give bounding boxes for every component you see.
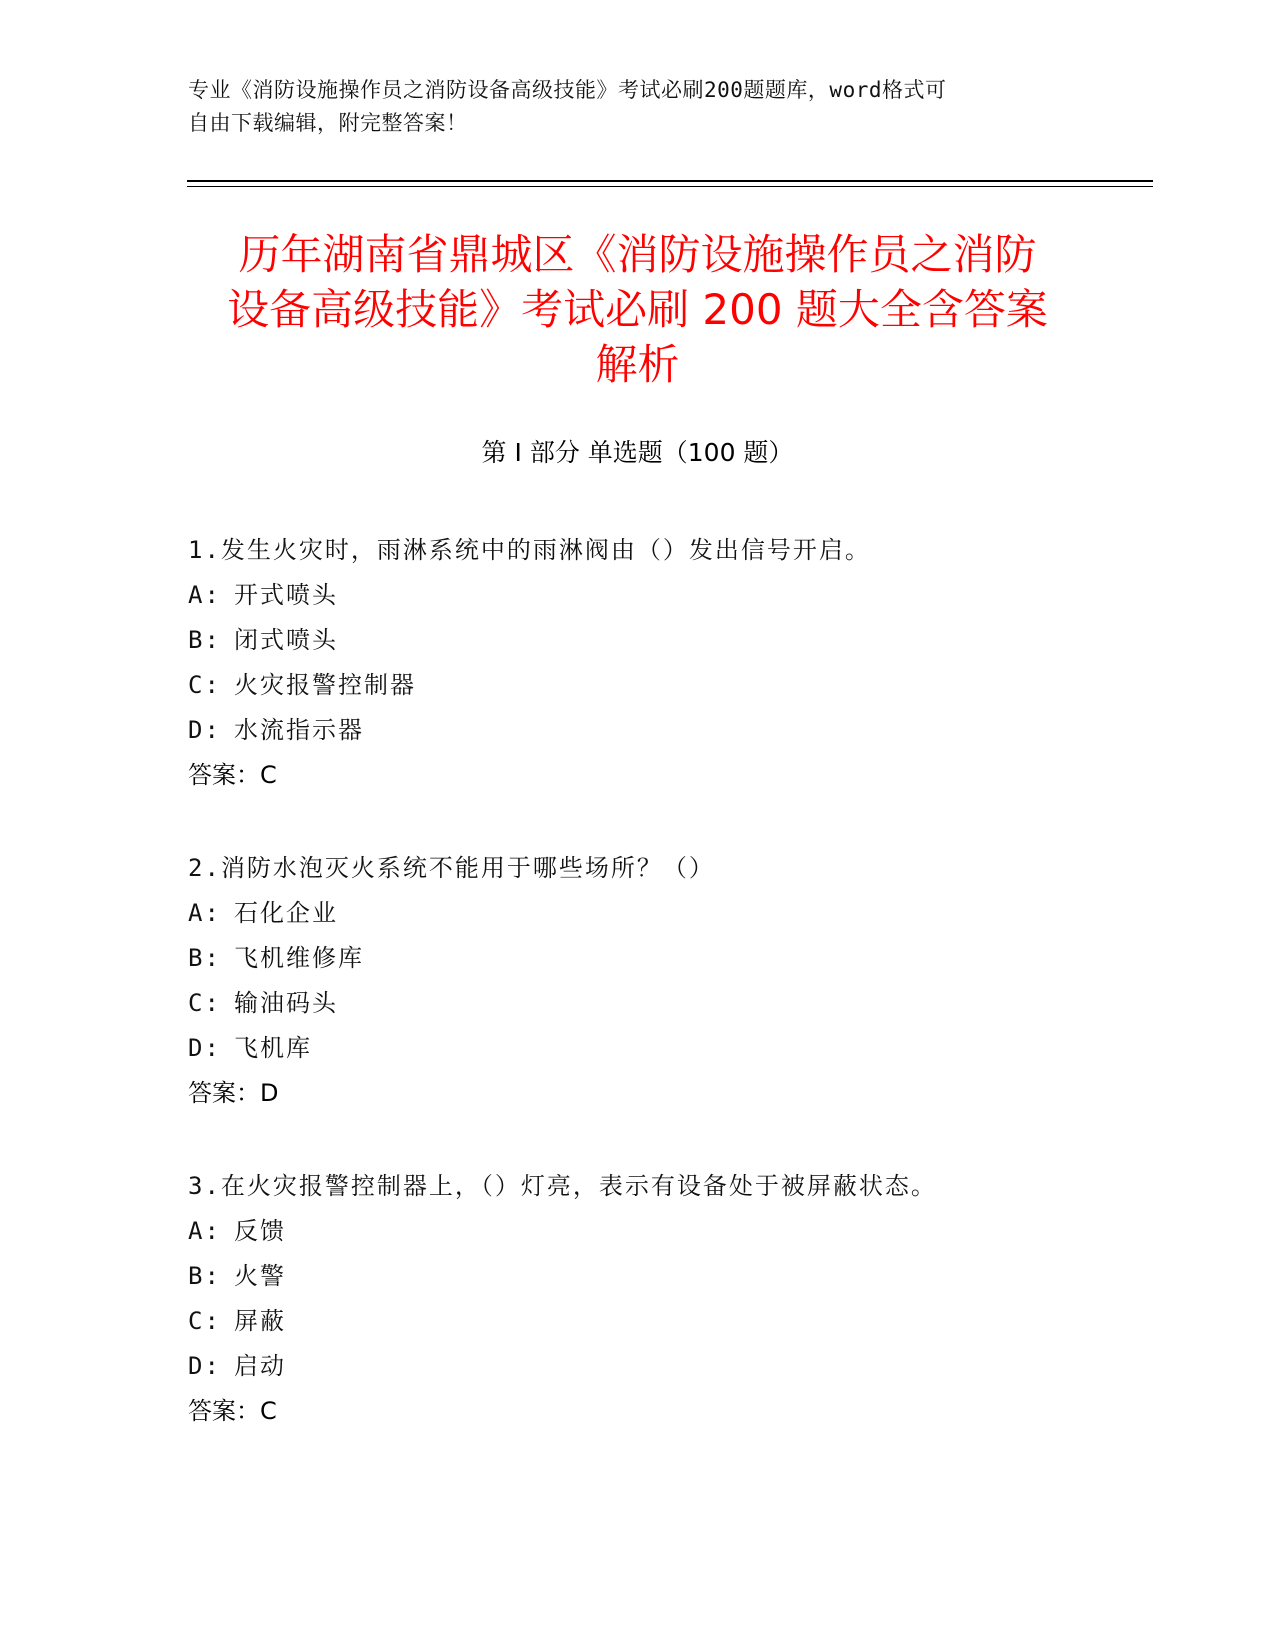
option-text: 反馈 xyxy=(234,1217,286,1245)
question-stem: 2.消防水泡灭火系统不能用于哪些场所？（） xyxy=(188,854,715,882)
option-text: 火灾报警控制器 xyxy=(234,671,416,699)
option-letter: C: xyxy=(188,989,221,1017)
option-text: 开式喷头 xyxy=(234,581,338,609)
header-divider-thick xyxy=(187,180,1153,182)
answer-line: 答案：C xyxy=(188,761,277,789)
document-title xyxy=(150,227,1125,392)
header-note xyxy=(188,74,1088,140)
option-text: 闭式喷头 xyxy=(234,626,338,654)
option-d xyxy=(188,1344,1148,1389)
option-letter: C: xyxy=(188,671,221,699)
option-text: 飞机库 xyxy=(234,1034,312,1062)
option-letter: D: xyxy=(188,1352,221,1380)
question-2 xyxy=(188,846,1148,1116)
option-letter: D: xyxy=(188,1034,221,1062)
question-stem: 3.在火灾报警控制器上，（）灯亮，表示有设备处于被屏蔽状态。 xyxy=(188,1172,937,1200)
header-note-line-1: 专业《消防设施操作员之消防设备高级技能》考试必刷200题题库，word格式可 xyxy=(188,78,947,102)
option-d xyxy=(188,708,1148,753)
document-title-line-1: 历年湖南省鼎城区《消防设施操作员之消防 xyxy=(238,230,1037,279)
option-letter: B: xyxy=(188,1262,221,1290)
option-a xyxy=(188,1209,1148,1254)
option-c xyxy=(188,981,1148,1026)
option-text: 启动 xyxy=(234,1352,286,1380)
option-c xyxy=(188,663,1148,708)
answer-line: 答案：D xyxy=(188,1079,279,1107)
option-letter: A: xyxy=(188,1217,221,1245)
option-b xyxy=(188,618,1148,663)
option-text: 火警 xyxy=(234,1262,286,1290)
option-text: 石化企业 xyxy=(234,899,338,927)
option-letter: B: xyxy=(188,944,221,972)
option-letter: A: xyxy=(188,581,221,609)
option-letter: A: xyxy=(188,899,221,927)
question-1 xyxy=(188,528,1148,798)
option-letter: B: xyxy=(188,626,221,654)
option-text: 飞机维修库 xyxy=(234,944,364,972)
document-title-line-2: 设备高级技能》考试必刷 200 题大全含答案 xyxy=(227,285,1048,334)
option-a xyxy=(188,573,1148,618)
option-b xyxy=(188,1254,1148,1299)
question-stem: 1.发生火灾时，雨淋系统中的雨淋阀由（）发出信号开启。 xyxy=(188,536,871,564)
section-heading: 第 I 部分 单选题（100 题） xyxy=(481,438,794,467)
document-title-line-3: 解析 xyxy=(595,340,680,389)
option-text: 屏蔽 xyxy=(234,1307,286,1335)
option-d xyxy=(188,1026,1148,1071)
question-3 xyxy=(188,1164,1148,1434)
option-c xyxy=(188,1299,1148,1344)
answer-line: 答案：C xyxy=(188,1397,277,1425)
header-note-line-2: 自由下载编辑，附完整答案！ xyxy=(188,111,468,135)
option-b xyxy=(188,936,1148,981)
option-a xyxy=(188,891,1148,936)
option-text: 水流指示器 xyxy=(234,716,364,744)
header-divider-thin xyxy=(187,186,1153,187)
option-text: 输油码头 xyxy=(234,989,338,1017)
option-letter: C: xyxy=(188,1307,221,1335)
option-letter: D: xyxy=(188,716,221,744)
